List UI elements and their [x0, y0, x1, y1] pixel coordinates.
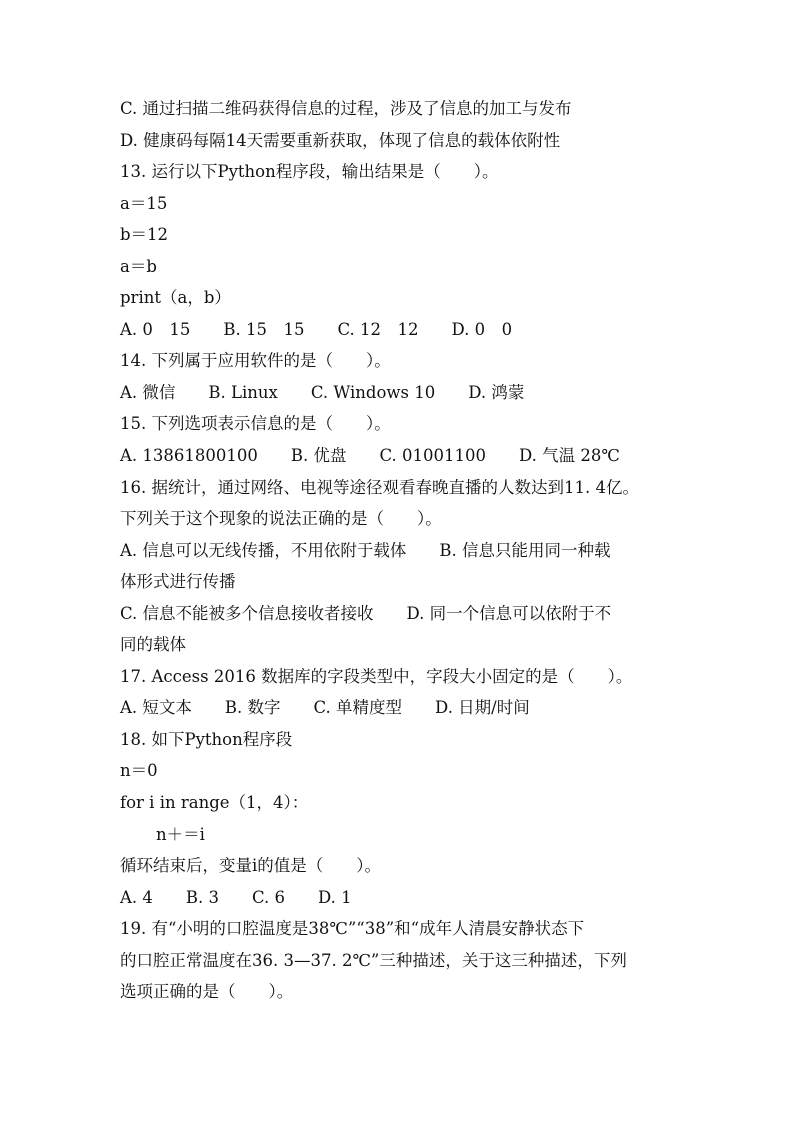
question-19-stem: 19. 有“小明的口腔温度是38℃”“38”和“成年人清晨安静状态下 — [120, 919, 585, 939]
question-17-stem: 17. Access 2016 数据库的字段类型中，字段大小固定的是（ ）。 — [120, 666, 633, 686]
question-16-stem: 16. 据统计，通过网络、电视等途径观看春晚直播的人数达到11. 4亿。 — [120, 477, 639, 497]
code-line: b＝12 — [120, 225, 169, 245]
question-14-stem: 14. 下列属于应用软件的是（ ）。 — [120, 351, 391, 371]
code-line: a＝b — [120, 256, 157, 276]
question-16-option-line: A. 信息可以无线传播，不用依附于载体 B. 信息只能用同一种载 — [120, 540, 611, 560]
code-line: for i in range（1，4）： — [120, 793, 309, 813]
question-17-options: A. 短文本 B. 数字 C. 单精度型 D. 日期/时间 — [120, 698, 530, 718]
code-line: a＝15 — [120, 193, 168, 213]
question-16-option-line: 同的载体 — [120, 635, 186, 655]
code-line: print（a，b） — [120, 288, 231, 308]
text-line: D. 健康码每隔14天需要重新获取，体现了信息的载体依附性 — [120, 130, 561, 150]
question-13-options: A. 0 15 B. 15 15 C. 12 12 D. 0 0 — [120, 319, 513, 339]
question-18-prompt: 循环结束后，变量i的值是（ ）。 — [120, 856, 382, 876]
question-16-option-line: C. 信息不能被多个信息接收者接收 D. 同一个信息可以依附于不 — [120, 603, 612, 623]
question-19-stem-continued: 的口腔正常温度在36. 3—37. 2℃”三种描述，关于这三种描述，下列 — [120, 950, 627, 970]
question-13-stem: 13. 运行以下Python程序段，输出结果是（ ）。 — [120, 162, 499, 182]
question-18-options: A. 4 B. 3 C. 6 D. 1 — [120, 887, 352, 907]
code-line: n＝0 — [120, 761, 158, 781]
code-line-indented: n＋＝i — [156, 824, 205, 844]
question-15-stem: 15. 下列选项表示信息的是（ ）。 — [120, 414, 391, 434]
question-14-options: A. 微信 B. Linux C. Windows 10 D. 鸿蒙 — [120, 382, 525, 402]
text-line: C. 通过扫描二维码获得信息的过程，涉及了信息的加工与发布 — [120, 99, 572, 118]
question-19-stem-continued: 选项正确的是（ ）。 — [120, 982, 294, 1002]
question-text-block — [120, 93, 680, 1008]
question-16-stem-continued: 下列关于这个现象的说法正确的是（ ）。 — [120, 509, 442, 529]
question-16-option-line: 体形式进行传播 — [120, 572, 236, 592]
question-18-stem: 18. 如下Python程序段 — [120, 729, 293, 749]
question-15-options: A. 13861800100 B. 优盘 C. 01001100 D. 气温 28℃ — [120, 446, 620, 466]
